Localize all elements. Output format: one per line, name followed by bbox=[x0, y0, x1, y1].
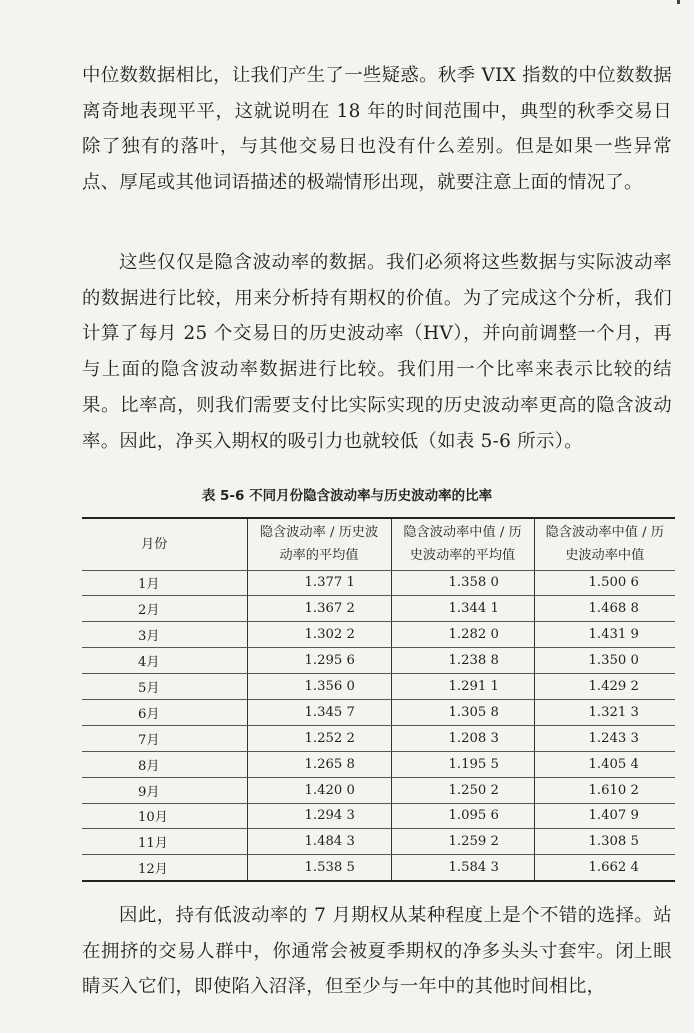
value-cell: 1.295 6 bbox=[247, 648, 391, 674]
table-row bbox=[82, 855, 675, 881]
month-cell: 4月 bbox=[82, 648, 247, 674]
header-month: 月份 bbox=[82, 518, 247, 570]
value-cell: 1.610 2 bbox=[534, 777, 675, 803]
table-row bbox=[82, 803, 675, 829]
value-cell: 1.265 8 bbox=[247, 751, 391, 777]
month-cell: 9月 bbox=[82, 777, 247, 803]
month-cell: 1月 bbox=[82, 570, 247, 596]
value-cell: 1.243 3 bbox=[534, 725, 675, 751]
value-cell: 1.259 2 bbox=[391, 829, 534, 855]
value-cell: 1.250 2 bbox=[391, 777, 534, 803]
paragraph-1: 中位数数据相比，让我们产生了一些疑惑。秋季 VIX 指数的中位数数据离奇地表现平平，这就说明在 18 年的时间范围中，典型的秋季交易日除了独有的落叶，与其他交易日也没有什么差别。但是如果一些异常点、厚尾或其他词语描述的极端情形出现，就要注意上面的情况了。 bbox=[82, 65, 672, 194]
value-cell: 1.500 6 bbox=[534, 570, 675, 596]
value-cell: 1.095 6 bbox=[391, 803, 534, 829]
value-cell: 1.302 2 bbox=[247, 622, 391, 648]
table-row bbox=[82, 570, 675, 596]
table-row bbox=[82, 751, 675, 777]
value-cell: 1.195 5 bbox=[391, 751, 534, 777]
header-col2-line2: 史波动率的平均值 bbox=[409, 548, 516, 564]
volatility-ratio-table bbox=[82, 517, 675, 882]
paragraph-2: 这些仅仅是隐含波动率的数据。我们必须将这些数据与实际波动率的数据进行比较，用来分析持有期权的价值。为了完成这个分析，我们计算了每月 25 个交易日的历史波动率（HV），并向前调整一个月，再与上面的隐含波动率数据进行比较。我们用一个比率来表示比较的结果。比率高，则我们需要支付比实际实现的历史波动率更高的隐含波动率。因此，净买入期权的吸引力也就较低（如表 5-6 所示）。 bbox=[82, 252, 672, 452]
month-cell: 3月 bbox=[82, 622, 247, 648]
value-cell: 1.584 3 bbox=[391, 855, 534, 881]
table-header-row bbox=[82, 518, 675, 570]
value-cell: 1.321 3 bbox=[534, 699, 675, 725]
value-cell: 1.407 9 bbox=[534, 803, 675, 829]
month-cell: 2月 bbox=[82, 596, 247, 622]
month-cell: 11月 bbox=[82, 829, 247, 855]
table-row bbox=[82, 699, 675, 725]
table-row bbox=[82, 622, 675, 648]
value-cell: 1.358 0 bbox=[391, 570, 534, 596]
month-cell: 8月 bbox=[82, 751, 247, 777]
value-cell: 1.367 2 bbox=[247, 596, 391, 622]
value-cell: 1.344 1 bbox=[391, 596, 534, 622]
value-cell: 1.405 4 bbox=[534, 751, 675, 777]
month-cell: 12月 bbox=[82, 855, 247, 881]
table-row bbox=[82, 648, 675, 674]
page-corner-mark bbox=[677, 0, 680, 4]
value-cell: 1.208 3 bbox=[391, 725, 534, 751]
header-col2-line1: 隐含波动率中值 / 历 bbox=[403, 525, 522, 541]
value-cell: 1.350 0 bbox=[534, 648, 675, 674]
value-cell: 1.282 0 bbox=[391, 622, 534, 648]
value-cell: 1.420 0 bbox=[247, 777, 391, 803]
table-caption: 表 5-6 不同月份隐含波动率与历史波动率的比率 bbox=[201, 488, 493, 504]
value-cell: 1.305 8 bbox=[391, 699, 534, 725]
header-iv-hv-mean bbox=[247, 518, 391, 570]
value-cell: 1.238 8 bbox=[391, 648, 534, 674]
header-col3-line1: 隐含波动率中值 / 历 bbox=[545, 525, 664, 541]
value-cell: 1.294 3 bbox=[247, 803, 391, 829]
value-cell: 1.538 5 bbox=[247, 855, 391, 881]
table-row bbox=[82, 725, 675, 751]
month-cell: 5月 bbox=[82, 674, 247, 700]
month-cell: 6月 bbox=[82, 699, 247, 725]
value-cell: 1.345 7 bbox=[247, 699, 391, 725]
header-col3-line2: 史波动率中值 bbox=[565, 548, 645, 564]
table-row bbox=[82, 829, 675, 855]
value-cell: 1.484 3 bbox=[247, 829, 391, 855]
header-col1-line2: 动率的平均值 bbox=[279, 548, 359, 564]
table-row bbox=[82, 596, 675, 622]
value-cell: 1.377 1 bbox=[247, 570, 391, 596]
month-cell: 10月 bbox=[82, 803, 247, 829]
value-cell: 1.429 2 bbox=[534, 674, 675, 700]
header-ivmed-hv-mean bbox=[391, 518, 534, 570]
value-cell: 1.356 0 bbox=[247, 674, 391, 700]
value-cell: 1.252 2 bbox=[247, 725, 391, 751]
month-cell: 7月 bbox=[82, 725, 247, 751]
header-ivmed-hv-median bbox=[534, 518, 675, 570]
value-cell: 1.291 1 bbox=[391, 674, 534, 700]
value-cell: 1.431 9 bbox=[534, 622, 675, 648]
paragraph-3: 因此，持有低波动率的 7 月期权从某种程度上是个不错的选择。站在拥挤的交易人群中，你通常会被夏季期权的净多头头寸套牢。闭上眼睛买入它们，即使陷入沼泽，但至少与一年中的其他时间相比， bbox=[82, 905, 672, 998]
value-cell: 1.308 5 bbox=[534, 829, 675, 855]
header-col1-line1: 隐含波动率 / 历史波 bbox=[259, 525, 379, 541]
table-row bbox=[82, 674, 675, 700]
value-cell: 1.662 4 bbox=[534, 855, 675, 881]
table-row bbox=[82, 777, 675, 803]
value-cell: 1.468 8 bbox=[534, 596, 675, 622]
